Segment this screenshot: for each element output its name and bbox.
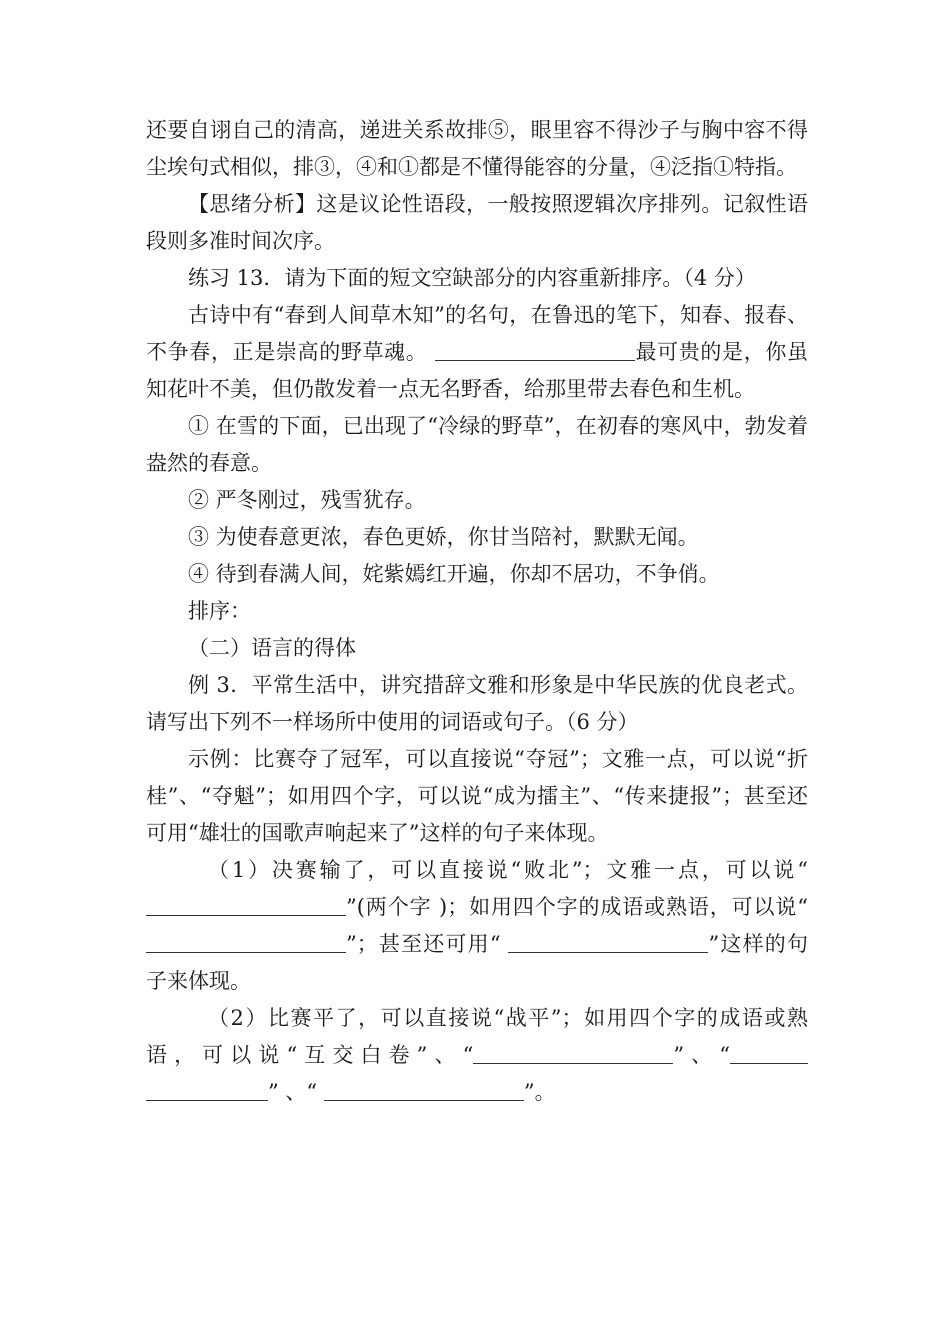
question-1-text-c: ”；甚至还可用“ [346,932,509,956]
example-3-sample: 示例：比赛夺了冠军，可以直接说“夺冠”；文雅一点，可以说“折桂”、“夺魁”；如用四个字，可以说“成为擂主”、“传来捷报”；甚至还可用“雄壮的国歌声响起来了”这样的句子来体现。 [146,747,808,845]
document-page [146,112,808,1111]
answer-blank[interactable] [324,1076,524,1101]
question-1-text-b: ”(两个字 )；如用四个字的成语或熟语，可以说“ [346,895,808,919]
question-2-text-d: ”。 [523,1080,556,1104]
answer-blank[interactable] [473,1039,673,1064]
option-item-2: ② 严冬刚过，残雪犹存。 [188,488,426,512]
answer-blank[interactable] [146,891,346,916]
option-item-1: ① 在雪的下面，已出现了“冷绿的野草”，在初春的寒风中，勃发着盎然的春意。 [146,414,808,475]
question-2-text-c: ” 、“ [268,1080,324,1104]
example-3-title: 例 3．平常生活中，讲究措辞文雅和形象是中华民族的优良老式。请写出下列不一样场所中使用的词语或句子。（6 分） [146,673,808,734]
question-2-text-a: （2）比赛平了，可以直接说“战平”；如用四个字的成语或熟语，可以说“互交白卷”、“ [146,1006,808,1067]
paragraph-thinking-analysis: 【思绪分析】这是议论性语段，一般按照逻辑次序排列。记叙性语段则多准时间次序。 [146,192,808,253]
answer-blank[interactable] [146,928,346,953]
exercise-13-passage [146,297,808,408]
exercise-13-title: 练习 13．请为下面的短文空缺部分的内容重新排序。（4 分） [188,266,756,290]
question-1-text-d: ”这样的句子来体现。 [146,932,808,993]
passage-text-start: 古诗中有“春到人间草木知”的名句，在鲁迅的笔下，知春、报春、不争春，正是崇高的野草魂。 [146,303,808,364]
answer-blank[interactable] [508,928,708,953]
order-label: 排序： [188,599,251,623]
section-heading: （二）语言的得体 [188,636,356,660]
passage-text-end: 最可贵的是，你虽知花叶不美，但仍散发着一点无名野香，给那里带去春色和生机。 [146,340,809,401]
question-2 [146,1000,808,1111]
answer-blank[interactable] [435,336,635,361]
paragraph-analysis-end: 还要自诩自己的清高，递进关系故排⑤，眼里容不得沙子与胸中容不得尘埃句式相似，排③，④和①都是不懂得能容的分量，④泛指①特指。 [146,118,808,179]
answer-blank[interactable] [730,1039,808,1064]
question-2-text-b: ”、“ [673,1043,730,1067]
answer-blank[interactable] [146,1076,268,1101]
option-item-3: ③ 为使春意更浓，春色更娇，你甘当陪衬，默默无闻。 [188,525,699,549]
option-item-4: ④ 待到春满人间，姹紫嫣红开遍，你却不居功，不争俏。 [188,562,720,586]
question-1 [146,852,808,1000]
question-1-text-a: （1）决赛输了，可以直接说“败北”；文雅一点，可以说“ [208,858,808,882]
